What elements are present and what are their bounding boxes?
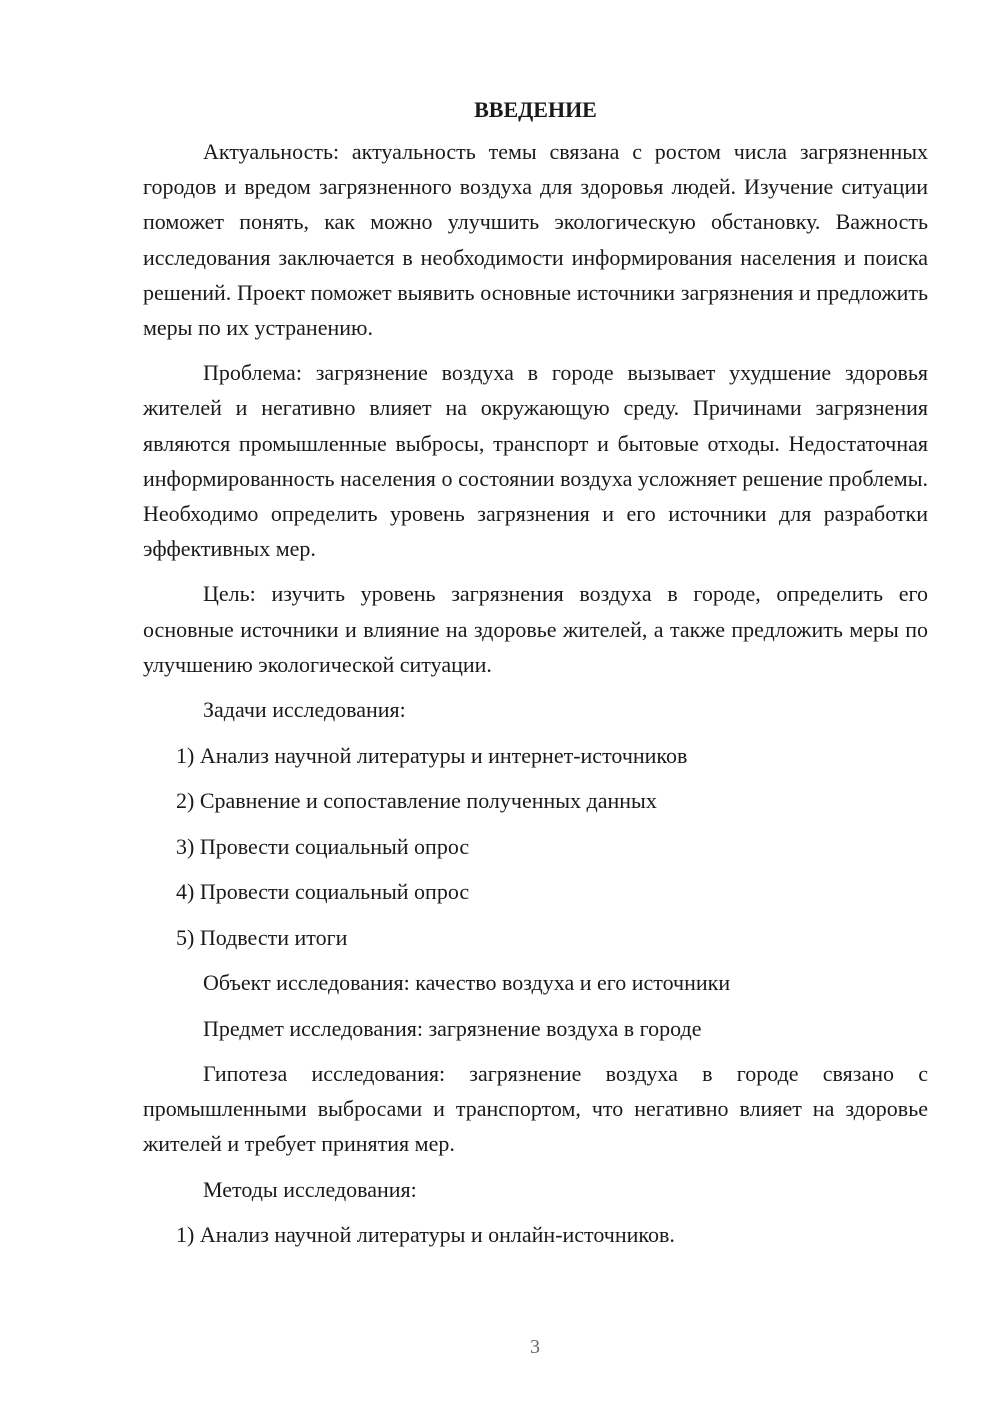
methods-list: [143, 1217, 928, 1252]
relevance-paragraph: Актуальность: актуальность темы связана с ростом числа загрязненных городов и вредом загрязненного воздуха для здоровья людей. Изучение ситуации поможет понять, как можно улучшить экологическую обстановку. Важность исследования заключается в необходимости информирования населения и поиска решений. Проект поможет выявить основные источники загрязнения и предложить меры по их устранению.: [143, 139, 928, 341]
problem-paragraph: Проблема: загрязнение воздуха в городе вызывает ухудшение здоровья жителей и негативно влияет на окружающую среду. Причинами загрязнения являются промышленные выбросы, транспорт и бытовые отходы. Недостаточная информированность населения о состоянии воздуха усложняет решение проблемы. Необходимо определить уровень загрязнения и его источники для разработки эффективных мер.: [143, 360, 928, 562]
task-item: 4) Провести социальный опрос: [176, 879, 470, 905]
methods-heading: Методы исследования:: [203, 1176, 417, 1202]
page-number: 3: [530, 1336, 540, 1358]
method-item: 1) Анализ научной литературы и онлайн-источников.: [176, 1222, 675, 1248]
task-item: 5) Подвести итоги: [176, 924, 348, 950]
tasks-list: [143, 738, 928, 955]
task-item: 2) Сравнение и сопоставление полученных данных: [176, 788, 657, 814]
document-body: [143, 92, 928, 1263]
research-subject: Предмет исследования: загрязнение воздуха в городе: [203, 1015, 702, 1041]
task-item: 1) Анализ научной литературы и интернет-источников: [176, 742, 688, 768]
research-object: Объект исследования: качество воздуха и его источники: [203, 970, 731, 996]
task-item: 3) Провести социальный опрос: [176, 833, 470, 859]
goal-paragraph: Цель: изучить уровень загрязнения воздуха в городе, определить его основные источники и влияние на здоровье жителей, а также предложить меры по улучшению экологической ситуации.: [143, 581, 928, 677]
hypothesis-paragraph: Гипотеза исследования: загрязнение воздуха в городе связано с промышленными выбросами и транспортом, что негативно влияет на здоровье жителей и требует принятия мер.: [143, 1061, 928, 1157]
section-title: ВВЕДЕНИЕ: [474, 97, 597, 122]
tasks-heading: Задачи исследования:: [203, 697, 406, 723]
